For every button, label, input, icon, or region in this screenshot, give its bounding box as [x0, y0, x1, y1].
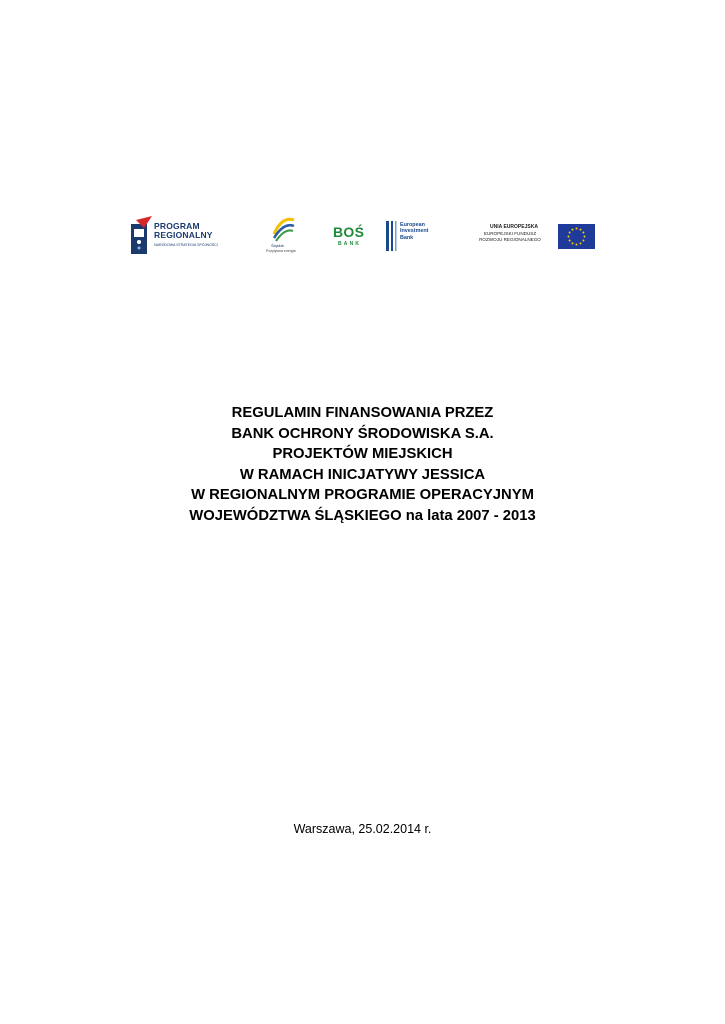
slaskie-name: Śląskie.: [271, 243, 286, 248]
slaskie-swirl-icon: [268, 212, 298, 242]
bos-bank-logo: [333, 212, 375, 260]
program-regionalny-tagline: NARODOWA STRATEGIA SPÓJNOŚCI: [154, 243, 218, 247]
eib-bars-icon: [386, 221, 398, 251]
eu-line3: ROZWOJU REGIONALNEGO: [479, 237, 541, 242]
title-line-4: W RAMACH INICJATYWY JESSICA: [239, 466, 486, 483]
eu-flag-icon: [558, 224, 595, 249]
program-regionalny-line2: REGIONALNY: [154, 230, 213, 240]
bos-name: BOŚ: [333, 224, 365, 240]
place-and-date: Warszawa, 25.02.2014 r.: [293, 822, 432, 836]
eu-line1: UNIA EUROPEJSKA: [490, 224, 538, 230]
title-line-3: PROJEKTÓW MIEJSKICH: [272, 446, 453, 462]
eu-logo: [462, 212, 596, 260]
eu-line2: EUROPEJSKI FUNDUSZ: [483, 231, 537, 236]
logo-bar: [128, 212, 596, 260]
program-regionalny-logo: [128, 212, 238, 260]
title-line-6: WOJEWÓDZTWA ŚLĄSKIEGO na lata 2007 - 2013: [189, 507, 536, 524]
bos-sub: BANK: [338, 241, 362, 247]
eib-logo: [386, 212, 456, 260]
title-line-1: REGULAMIN FINANSOWANIA PRZEZ: [231, 405, 494, 421]
title-line-2: BANK OCHRONY ŚRODOWISKA S.A.: [231, 425, 494, 442]
slaskie-logo: [260, 212, 304, 260]
program-regionalny-line1: PROGRAM: [154, 221, 200, 231]
document-title: [0, 403, 725, 526]
eib-name: European Investment Bank: [400, 222, 429, 241]
slaskie-tagline: Pozytywna energia: [266, 249, 296, 253]
title-line-5: W REGIONALNYM PROGRAMIE OPERACYJNYM: [191, 487, 534, 503]
program-regionalny-emblem-icon: [130, 216, 154, 256]
